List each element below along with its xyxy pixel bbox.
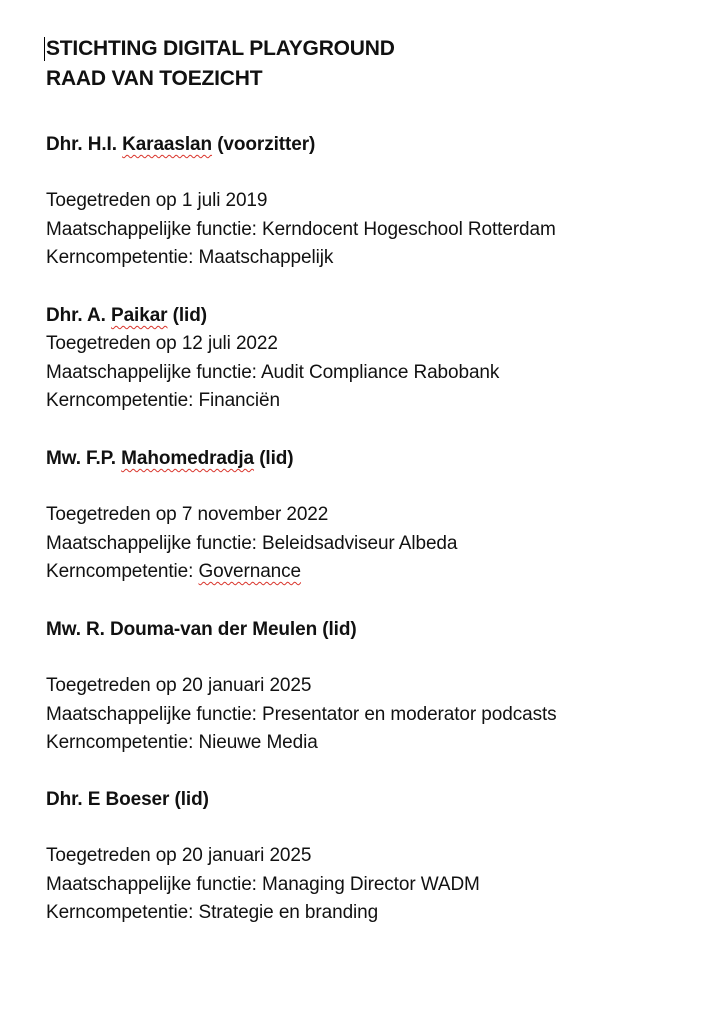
societal-function: Maatschappelijke functie: Managing Director WADM bbox=[46, 873, 480, 895]
member-section bbox=[46, 616, 706, 758]
member-section bbox=[46, 786, 706, 928]
core-competence: Kerncompetentie: Maatschappelijk bbox=[46, 247, 334, 269]
title-line-2: RAAD VAN TOEZICHT bbox=[46, 67, 263, 90]
spelling-error-word[interactable]: Paikar bbox=[111, 305, 168, 326]
member-name: Dhr. E Boeser (lid) bbox=[46, 789, 209, 810]
core-competence: Kerncompetentie: Strategie en branding bbox=[46, 902, 379, 924]
spelling-error-word[interactable]: Mahomedradja bbox=[121, 448, 255, 469]
core-competence: Kerncompetentie: Governance bbox=[46, 561, 302, 583]
societal-function: Maatschappelijke functie: Presentator en moderator podcasts bbox=[46, 703, 557, 725]
societal-function: Maatschappelijke functie: Kerndocent Hogeschool Rotterdam bbox=[46, 218, 556, 240]
joined-date: Toegetreden op 20 januari 2025 bbox=[46, 675, 312, 696]
core-competence: Kerncompetentie: Financiën bbox=[46, 390, 280, 412]
joined-date: Toegetreden op 7 november 2022 bbox=[46, 504, 329, 525]
member-section bbox=[46, 445, 706, 587]
joined-date: Toegetreden op 12 juli 2022 bbox=[46, 333, 278, 354]
spelling-error-word[interactable]: Governance bbox=[198, 561, 302, 583]
text-cursor bbox=[44, 37, 45, 61]
joined-date: Toegetreden op 20 januari 2025 bbox=[46, 845, 312, 866]
document-body[interactable] bbox=[46, 34, 706, 924]
member-name: Mw. F.P. Mahomedradja (lid) bbox=[46, 448, 294, 469]
member-section bbox=[46, 131, 706, 273]
member-name: Dhr. H.I. Karaaslan (voorzitter) bbox=[46, 134, 316, 155]
title-line-1: STICHTING DIGITAL PLAYGROUND bbox=[46, 37, 395, 60]
societal-function: Maatschappelijke functie: Audit Compliance Rabobank bbox=[46, 361, 500, 383]
core-competence: Kerncompetentie: Nieuwe Media bbox=[46, 732, 318, 754]
member-name: Mw. R. Douma-van der Meulen (lid) bbox=[46, 619, 357, 640]
spelling-error-word[interactable]: Karaaslan bbox=[122, 134, 213, 155]
document-title bbox=[46, 34, 706, 94]
member-section bbox=[46, 302, 706, 416]
joined-date: Toegetreden op 1 juli 2019 bbox=[46, 190, 268, 211]
member-name: Dhr. A. Paikar (lid) bbox=[46, 305, 207, 326]
societal-function: Maatschappelijke functie: Beleidsadviseur Albeda bbox=[46, 532, 458, 554]
